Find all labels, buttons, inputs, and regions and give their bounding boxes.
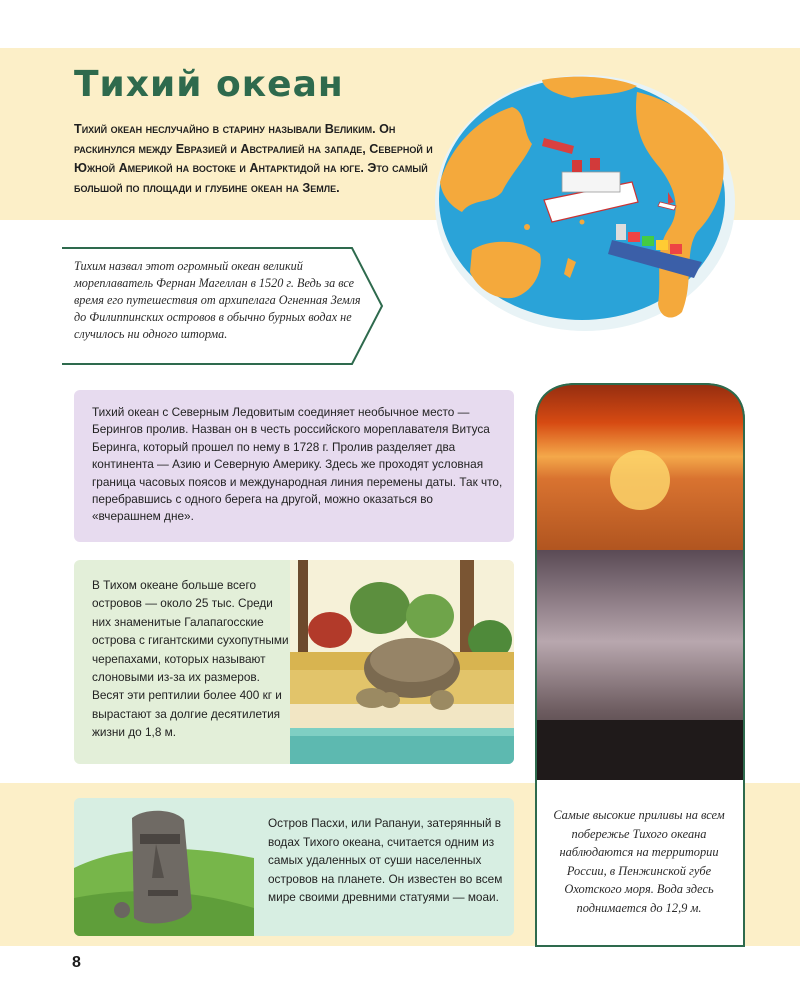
tides-note-text: Самые высокие приливы на всем побережье Тихого океана наблюдаются на территории России, в Пенжинской губе Охотского моря. Вода здесь поднимается до 12,9 м. [553,808,725,915]
galapagos-turtle-illustration [290,560,514,764]
page-title: Тихий океан [74,64,344,105]
moai-statue-icon [132,811,192,924]
easter-island-text: Остров Пасхи, или Рапануи, затерянный в водах Тихого океана, считается одним из самых удаленных от суши населенных островов на планете. Он известен во всем мире своими древними статуями — моаи. [268,816,503,905]
moai-illustration [74,798,254,936]
galapagos-text: В Тихом океане больше всего островов — около 25 тыс. Среди них знаменитые Галапагосские острова с гигантскими сухопутными черепахами, которых называют слоновыми из-за их размеров. Весят эти рептилии более 400 кг и вырастают за долгие десятилетия жизни до 1,8 м. [92,578,289,740]
page-number: 8 [72,954,81,971]
magellan-note-text: Тихим назвал этот огромный океан великий мореплаватель Фернан Магеллан в 1520 г. Ведь за все время его путешествия от архипелага Огненная Земля до Филиппинских островов в обычно бурных водах не случилось ни одного шторма. [74,259,361,341]
intro-paragraph: Тихий океан неслучайно в старину называли Великим. Он раскинулся между Евразией и Австралией на западе, Северной и Южной Америкой на востоке и Антарктидой на юге. Это самый большой по площади и глубине океан на Земле. [74,122,433,195]
pacific-globe-illustration [432,72,738,334]
bering-strait-text: Тихий океан с Северным Ледовитым соединяет необычное место — Берингов пролив. Назван он в честь российского мореплавателя Витуса Беринга, который прошел по нему в 1728 г. Пролив разделяет два континента — Азию и Северную Америку. Здесь же проходят условная граница часовых поясов и международная линия перемены даты. Так что, перебравшись с одного берега на другой, можно оказаться во «вчерашнем дне». [92,405,503,524]
